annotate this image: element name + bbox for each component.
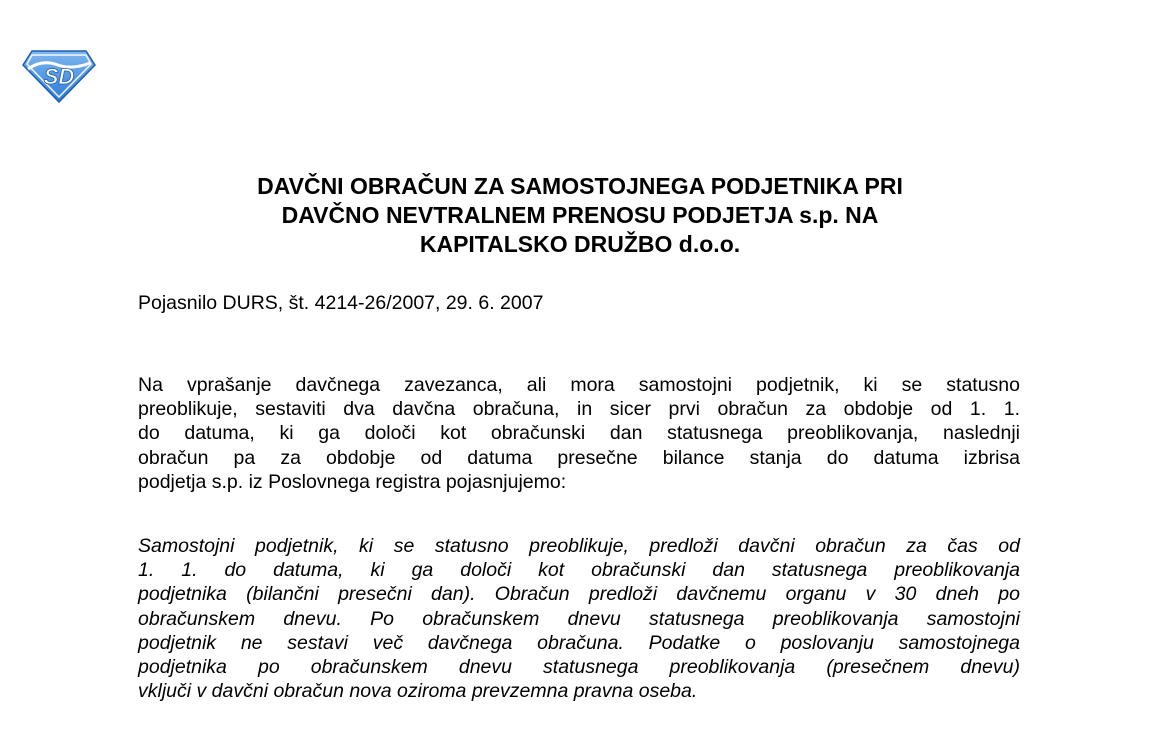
paragraph-line: 1. 1. do datuma, ki ga določi kot obračunski dan statusnega preoblikovanja bbox=[138, 559, 1020, 582]
paragraph-line: obračunskem dnevu. Po obračunskem dnevu statusnega preoblikovanja samostojni bbox=[138, 607, 1020, 630]
answer-paragraph bbox=[138, 534, 1020, 703]
paragraph-line: podjetja s.p. iz Poslovnega registra pojasnjujemo: bbox=[138, 470, 567, 493]
paragraph-line: preoblikuje, sestaviti dva davčna obračuna, in sicer prvi obračun za obdobje od 1. 1. bbox=[138, 398, 1020, 421]
sd-shield-logo-icon bbox=[22, 49, 96, 103]
title-line: DAVČNO NEVTRALNEM PRENOSU PODJETJA s.p. NA bbox=[281, 202, 879, 228]
paragraph-line: do datuma, ki ga določi kot obračunski dan statusnega preoblikovanja, naslednji bbox=[138, 422, 1020, 445]
paragraph-line: podjetnika po obračunskem dnevu statusnega preoblikovanja (presečnem dnevu) bbox=[138, 655, 1020, 678]
title-line: KAPITALSKO DRUŽBO d.o.o. bbox=[419, 231, 741, 257]
paragraph-line: podjetnika (bilančni presečni dan). Obračun predloži davčnemu organu v 30 dneh po bbox=[138, 583, 1020, 606]
paragraph-line: vključi v davčni obračun nova oziroma prevzemna pravna oseba. bbox=[138, 680, 698, 703]
paragraph-line: Na vprašanje davčnega zavezanca, ali mora samostojni podjetnik, ki se statusno bbox=[138, 374, 1020, 396]
paragraph-line: podjetnik ne sestavi več davčnega obračuna. Podatke o poslovanju samostojnega bbox=[138, 631, 1020, 654]
question-paragraph bbox=[138, 373, 1020, 494]
paragraph-line: obračun pa za obdobje od datuma presečne bilance stanja do datuma izbrisa bbox=[138, 446, 1020, 469]
logo-text: SD bbox=[43, 64, 75, 89]
source-reference: Pojasnilo DURS, št. 4214-26/2007, 29. 6. 2007 bbox=[138, 292, 544, 314]
paragraph-line: Samostojni podjetnik, ki se statusno preoblikuje, predloži davčni obračun za čas od bbox=[138, 535, 1020, 557]
document-title bbox=[140, 172, 1020, 259]
title-line: DAVČNI OBRAČUN ZA SAMOSTOJNEGA PODJETNIKA PRI bbox=[257, 173, 903, 199]
